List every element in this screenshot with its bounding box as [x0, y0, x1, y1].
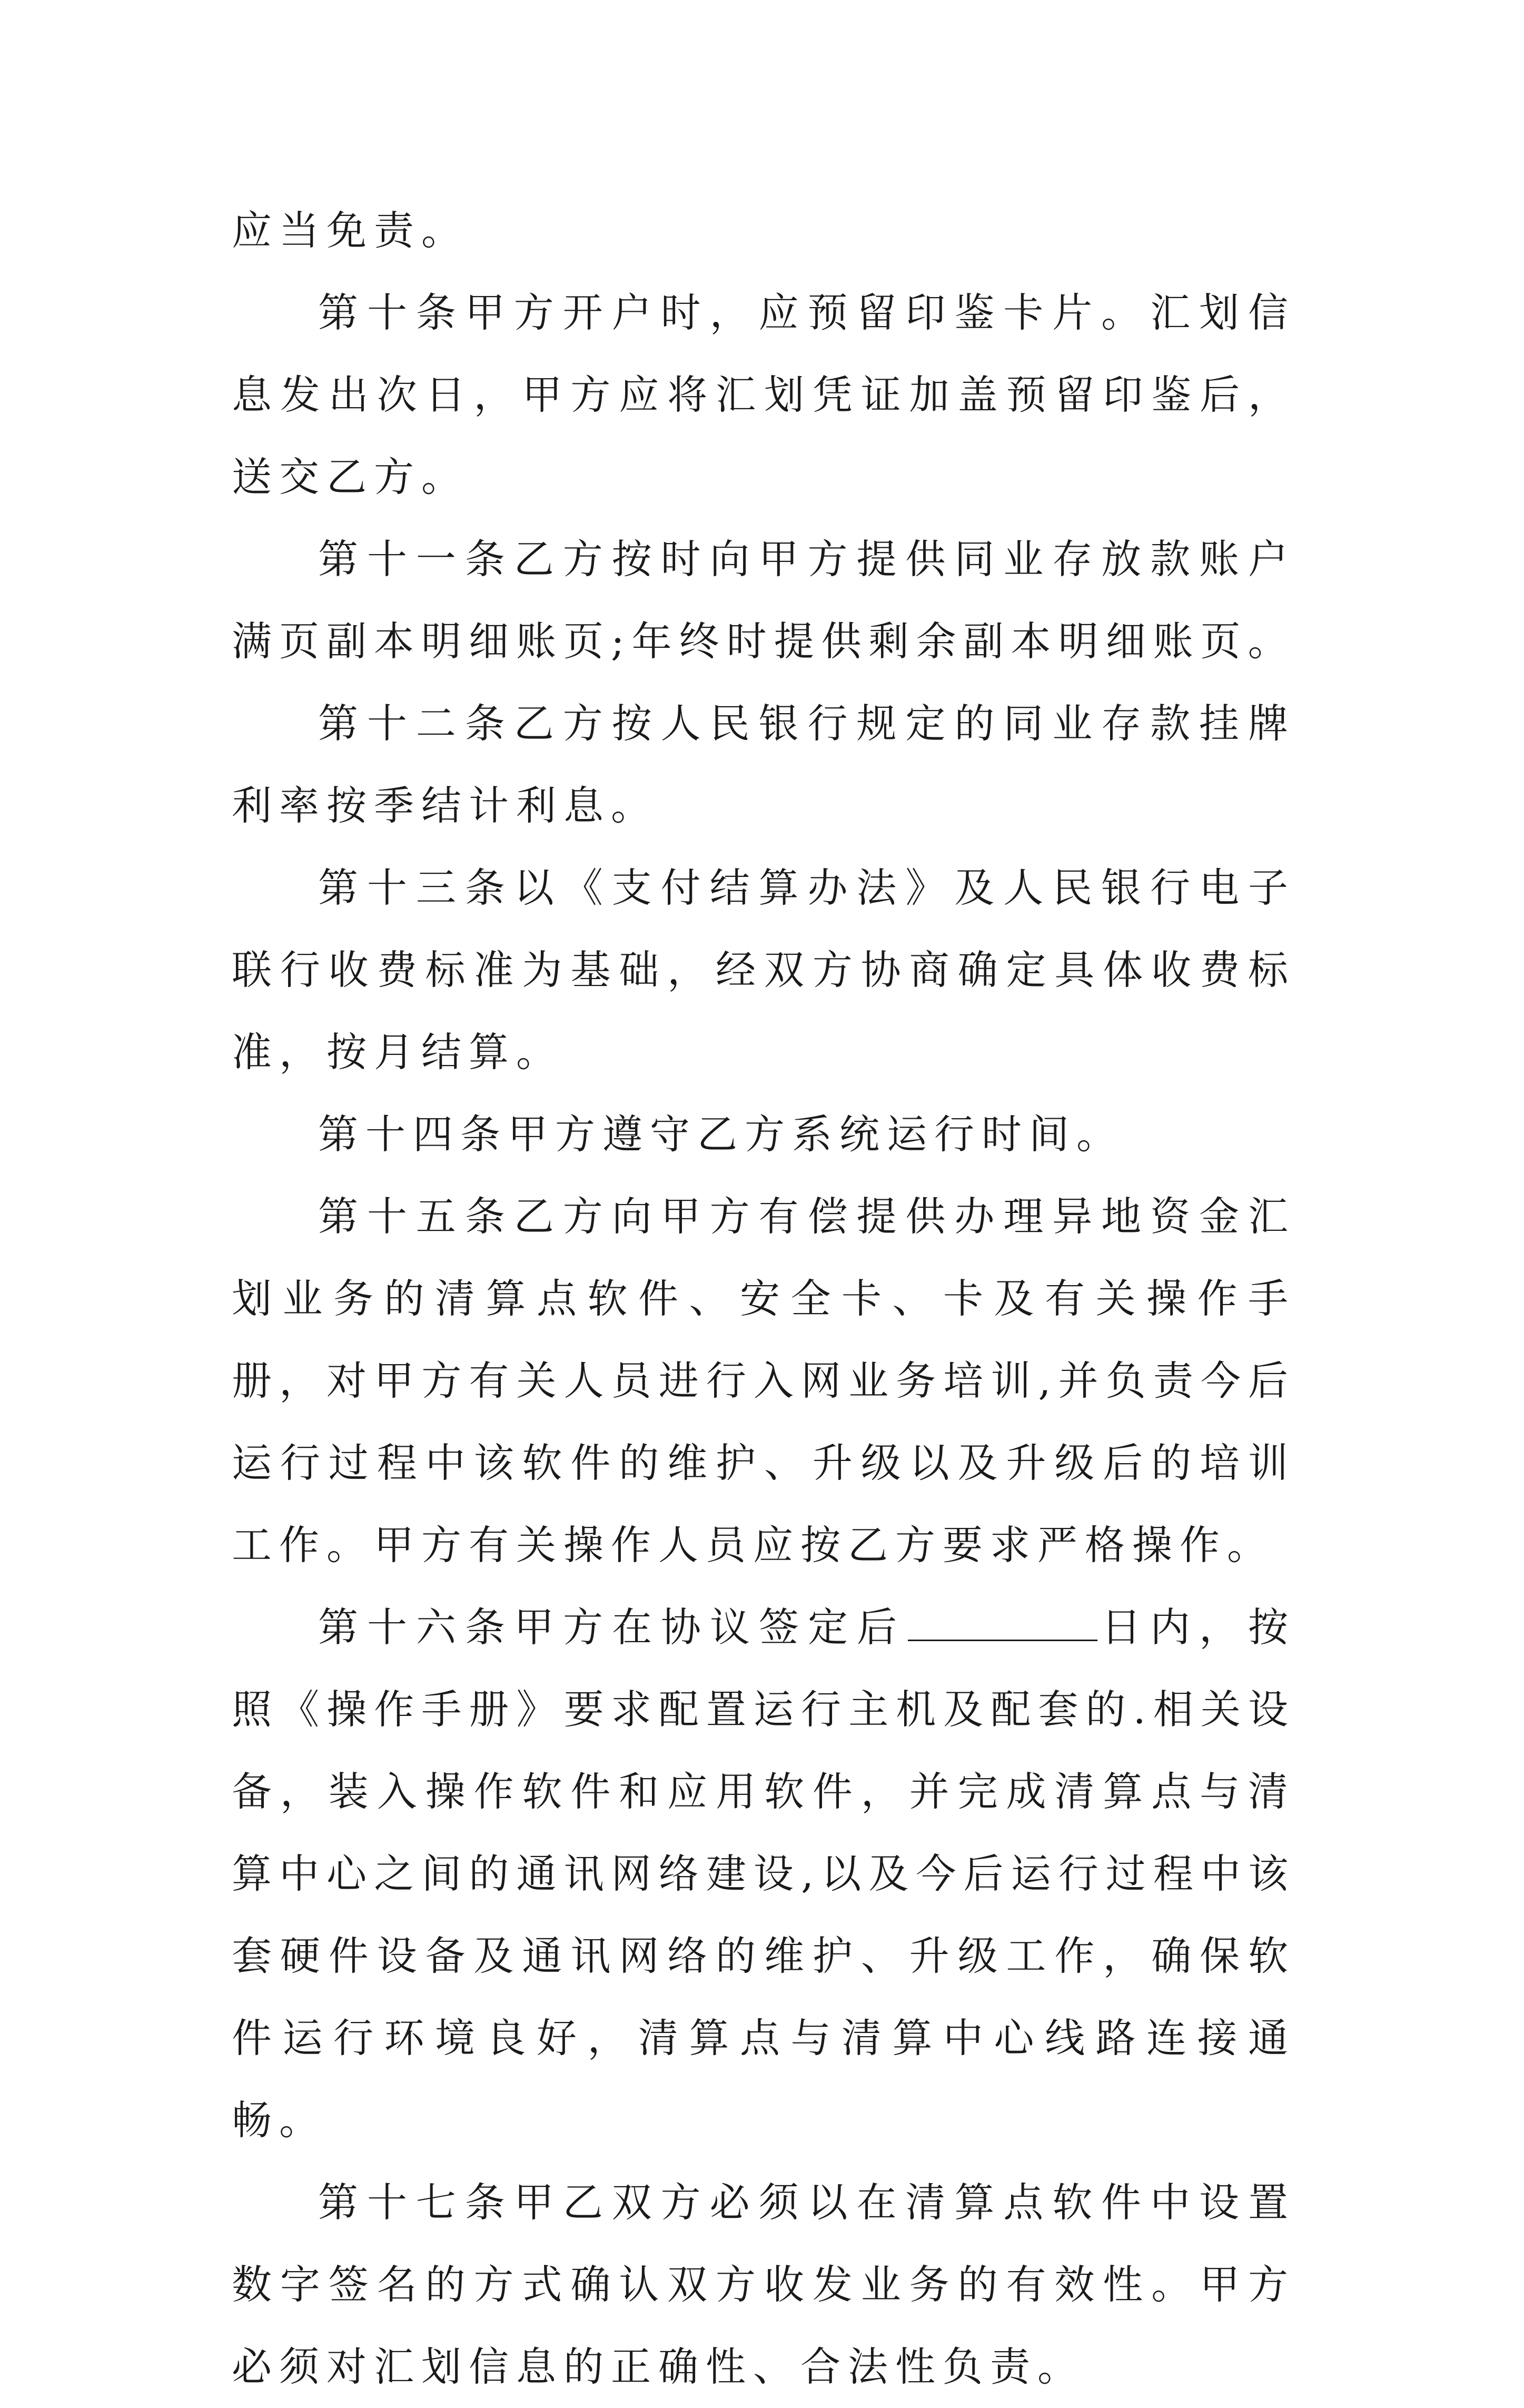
article-11: 第十一条乙方按时向甲方提供同业存放款账户满页副本明细账页;年终时提供剩余副本明细账页。 [232, 536, 1295, 665]
article-16-lead: 第十六条甲方在协议签定后 [318, 1604, 906, 1651]
article-16-rest: 日内，按照《操作手册》要求配置运行主机及配套的.相关设备，装入操作软件和应用软件，并完成清算点与清算中心之间的通讯网络建设,以及今后运行过程中该套硬件设备及通讯网络的维护、升级工作，确保软件运行环境良好，清算点与清算中心线路连接通畅。 [232, 1604, 1295, 2144]
article-17: 第十七条甲乙双方必须以在清算点软件中设置数字签名的方式确认双方收发业务的有效性。甲方必须对汇划信息的正确性、合法性负责。 [232, 2179, 1295, 2390]
article-16 [232, 1586, 1295, 2162]
article-10: 第十条甲方开户时，应预留印鉴卡片。汇划信息发出次日，甲方应将汇划凭证加盖预留印鉴后，送交乙方。 [232, 289, 1295, 500]
article-15: 第十五条乙方向甲方有偿提供办理异地资金汇划业务的清算点软件、安全卡、卡及有关操作手册，对甲方有关人员进行入网业务培训,并负责今后运行过程中该软件的维护、升级以及升级后的培训工作。甲方有关操作人员应按乙方要求严格操作。 [232, 1193, 1295, 1568]
article-13: 第十三条以《支付结算办法》及人民银行电子联行收费标准为基础，经双方协商确定具体收费标准，按月结算。 [232, 864, 1295, 1075]
fill-in-blank [908, 1608, 1097, 1641]
article-14: 第十四条甲方遵守乙方系统运行时间。 [318, 1111, 1124, 1158]
article-12: 第十二条乙方按人民银行规定的同业存款挂牌利率按季结计利息。 [232, 700, 1295, 829]
paragraph-continuation: 应当免责。 [232, 207, 469, 254]
document-body [232, 190, 1295, 2408]
